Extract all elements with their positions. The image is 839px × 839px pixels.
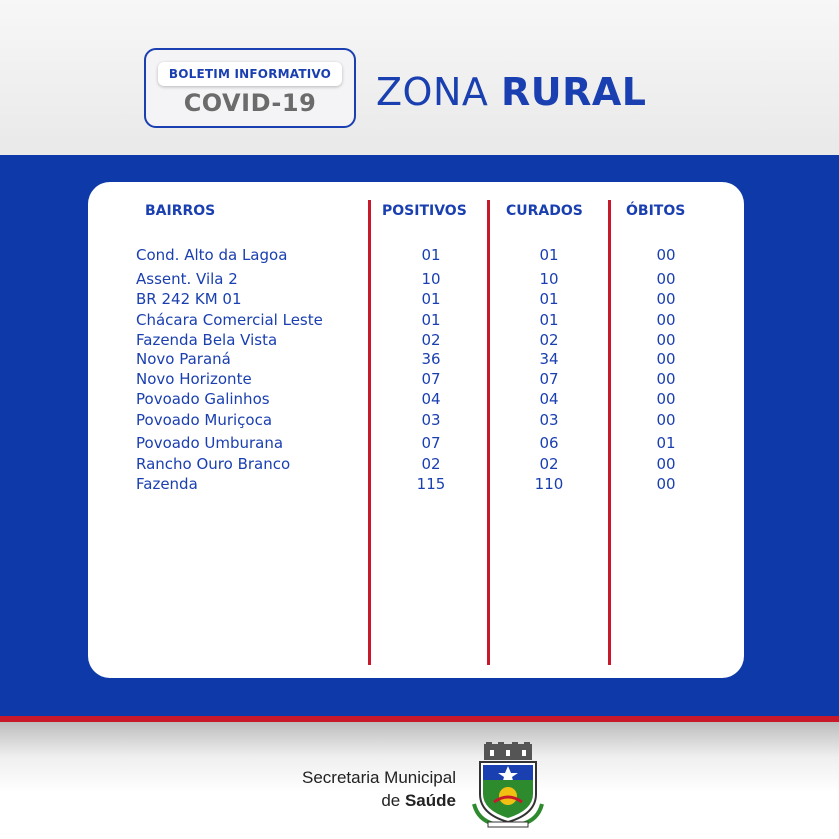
row-curados: 03 xyxy=(539,411,559,429)
footer-bold: Saúde xyxy=(404,791,456,810)
row-obitos: 00 xyxy=(656,390,676,408)
row-curados: 110 xyxy=(534,475,564,493)
badge-title: COVID-19 xyxy=(183,89,317,117)
row-bairro: Chácara Comercial Leste xyxy=(136,311,323,329)
row-obitos: 00 xyxy=(656,475,676,493)
row-obitos: 00 xyxy=(656,411,676,429)
row-curados: 34 xyxy=(539,350,559,368)
footer-text xyxy=(302,766,456,812)
row-positivos: 04 xyxy=(421,390,441,408)
row-bairro: Povoado Muriçoca xyxy=(136,411,273,429)
row-curados: 02 xyxy=(539,455,559,473)
row-obitos: 00 xyxy=(656,270,676,288)
footer-line2 xyxy=(302,789,456,812)
row-curados: 04 xyxy=(539,390,559,408)
title-light: ZONA xyxy=(376,70,489,114)
row-bairro: Cond. Alto da Lagoa xyxy=(136,246,288,264)
row-bairro: BR 242 KM 01 xyxy=(136,290,242,308)
row-curados: 01 xyxy=(539,246,559,264)
row-curados: 01 xyxy=(539,311,559,329)
row-obitos: 00 xyxy=(656,246,676,264)
row-bairro: Novo Horizonte xyxy=(136,370,252,388)
row-positivos: 10 xyxy=(421,270,441,288)
row-positivos: 02 xyxy=(421,331,441,349)
row-bairro: Povoado Umburana xyxy=(136,434,284,452)
row-positivos: 01 xyxy=(421,311,441,329)
row-bairro: Fazenda xyxy=(136,475,198,493)
row-bairro: Fazenda Bela Vista xyxy=(136,331,278,349)
row-obitos: 00 xyxy=(656,370,676,388)
row-positivos: 01 xyxy=(421,290,441,308)
badge-subtitle: BOLETIM INFORMATIVO xyxy=(158,62,342,86)
row-curados: 06 xyxy=(539,434,559,452)
municipal-crest-icon xyxy=(470,742,546,828)
row-obitos: 00 xyxy=(656,350,676,368)
row-curados: 07 xyxy=(539,370,559,388)
row-positivos: 07 xyxy=(421,370,441,388)
footer-line1: Secretaria Municipal xyxy=(301,768,456,787)
row-positivos: 02 xyxy=(421,455,441,473)
row-positivos: 36 xyxy=(421,350,441,368)
row-obitos: 00 xyxy=(656,455,676,473)
row-bairro: Assent. Vila 2 xyxy=(136,270,238,288)
footer-prefix: de xyxy=(381,791,401,810)
header-bairros: BAIRROS xyxy=(145,203,216,219)
header-positivos: POSITIVOS xyxy=(382,203,467,219)
row-obitos: 01 xyxy=(656,434,676,452)
header-obitos: ÓBITOS xyxy=(626,203,686,219)
row-positivos: 01 xyxy=(421,246,441,264)
header-curados: CURADOS xyxy=(506,203,583,219)
row-obitos: 00 xyxy=(656,311,676,329)
row-curados: 10 xyxy=(539,270,559,288)
row-bairro: Rancho Ouro Branco xyxy=(136,455,291,473)
row-positivos: 115 xyxy=(416,475,446,493)
row-bairro: Povoado Galinhos xyxy=(136,390,270,408)
row-curados: 01 xyxy=(539,290,559,308)
row-positivos: 07 xyxy=(421,434,441,452)
row-bairro: Novo Paraná xyxy=(136,350,231,368)
row-obitos: 00 xyxy=(656,290,676,308)
title-bold: RURAL xyxy=(500,70,647,114)
row-positivos: 03 xyxy=(421,411,441,429)
row-curados: 02 xyxy=(539,331,559,349)
row-obitos: 00 xyxy=(656,331,676,349)
